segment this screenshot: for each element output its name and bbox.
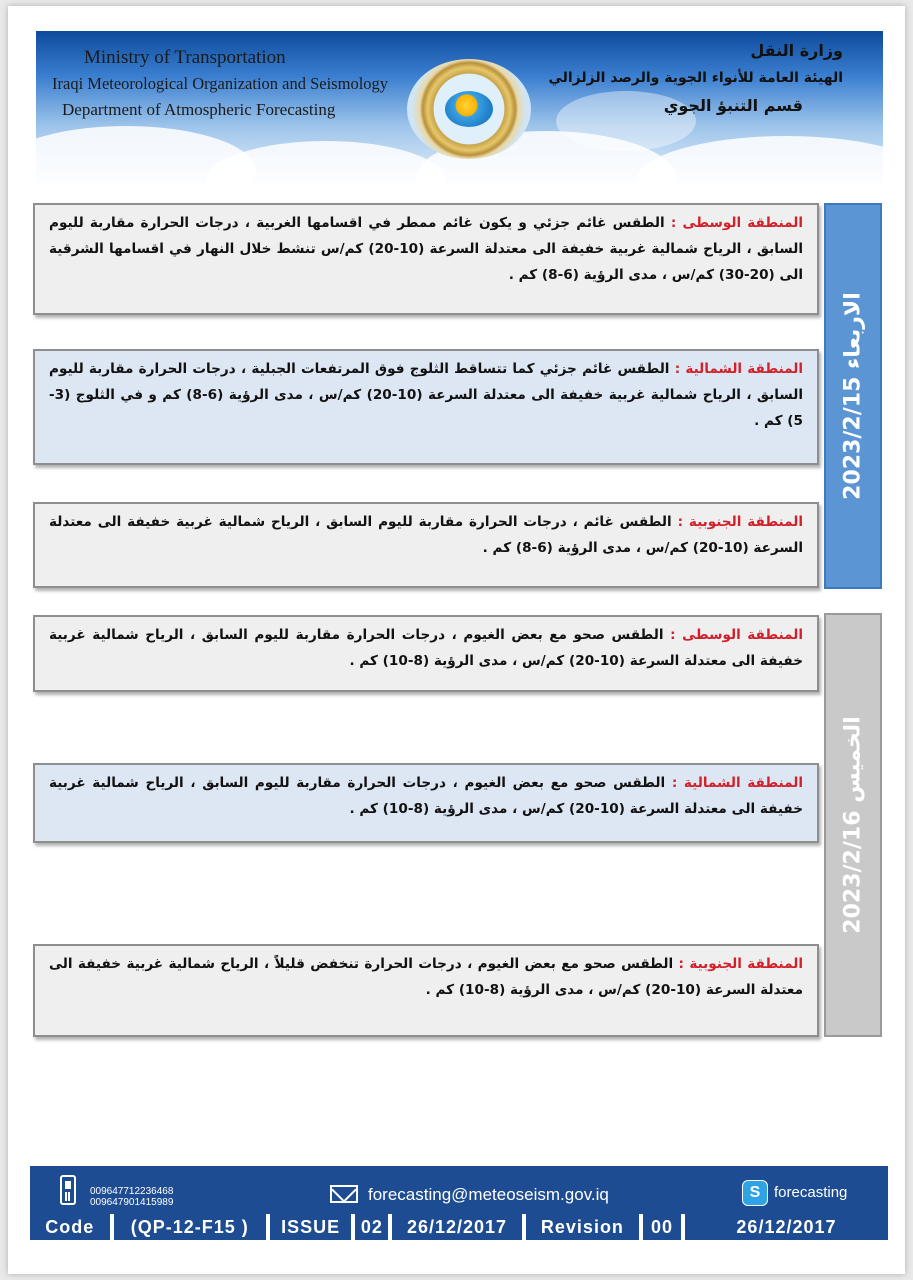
region-label: المنطقة الوسطى :: [670, 627, 804, 643]
phone-numbers: [90, 1186, 173, 1208]
issue-number: 02: [355, 1214, 388, 1240]
revision-number: 00: [643, 1214, 681, 1240]
ministry-name-ar: وزارة النقل: [750, 41, 843, 60]
region-label: المنطقة الجنوبية :: [678, 956, 803, 972]
revision-date: 26/12/2017: [685, 1214, 888, 1240]
forecast-box-day2-north: [33, 763, 819, 843]
forecast-box-day2-south: [33, 944, 819, 1037]
skype-icon: S: [742, 1180, 768, 1206]
region-label: المنطقة الشمالية :: [674, 361, 803, 377]
issue-label: ISSUE: [270, 1214, 352, 1240]
issue-date: 26/12/2017: [392, 1214, 521, 1240]
logo-emblem-icon: [445, 91, 493, 127]
day2-date-label: [841, 716, 866, 933]
region-label: المنطقة الجنوبية :: [677, 514, 803, 530]
forecast-text: الطقس صحو مع بعض الغيوم ، درجات الحرارة تنخفض قليلاً ، الرياح شمالية غربية خفيفة الى معتدلة السرعة (10-20) كم/س ، مدى الرؤية (8-10) كم .: [49, 956, 803, 998]
contact-footer: [30, 1166, 888, 1214]
department-name-en: Department of Atmospheric Forecasting: [62, 100, 336, 119]
phone-icon: [60, 1175, 76, 1205]
mail-icon: [330, 1185, 358, 1203]
ministry-name-en: Ministry of Transportation: [84, 47, 286, 68]
forecast-text: الطقس غائم ، درجات الحرارة مقاربة لليوم السابق ، الرياح شمالية غربية خفيفة الى معتدلة السرعة (10-20) كم/س ، مدى الرؤية (6-8) كم .: [49, 514, 803, 556]
code-label: Code: [30, 1214, 110, 1240]
day2-date-column: [824, 613, 882, 1037]
organization-name-ar: الهيئة العامة للأنواء الجوية والرصد الزلزالي: [548, 70, 843, 86]
day-name: الخميس: [840, 716, 866, 803]
forecast-box-day1-central: [33, 203, 819, 315]
phone-number-2: 009647901415989: [90, 1197, 174, 1208]
date-value: 2023/2/15: [840, 376, 866, 500]
header-banner: [36, 31, 883, 183]
skype-handle[interactable]: forecasting: [774, 1184, 848, 1201]
forecast-box-day1-south: [33, 502, 819, 588]
header-arabic: [548, 37, 843, 121]
header-english: [52, 45, 388, 123]
email-link[interactable]: forecasting@meteoseism.gov.iq: [368, 1185, 609, 1204]
organization-logo: [407, 59, 531, 159]
forecast-text: الطقس صحو مع بعض الغيوم ، درجات الحرارة مقاربة لليوم السابق ، الرياح شمالية غربية خفيفة الى معتدلة السرعة (10-20) كم/س ، مدى الرؤية (8-10) كم .: [49, 775, 803, 817]
code-value: (QP-12-F15 ): [114, 1214, 266, 1240]
forecast-box-day2-central: [33, 615, 819, 692]
day1-date-label: [841, 292, 866, 500]
forecast-text: الطقس غائم جزئي كما تتساقط الثلوج فوق المرتفعات الجبلية ، درجات الحرارة مقاربة لليوم السابق ، الرياح شمالية غربية خفيفة الى معتدلة السرعة (10-20) كم/س ، مدى الرؤية (6-8) كم و في الثلوج (3-5) كم .: [49, 361, 803, 429]
region-label: المنطقة الشمالية :: [671, 775, 803, 791]
phone-number-1: 009647712236468: [90, 1186, 174, 1197]
forecast-text: الطقس غائم جزئي و يكون غائم ممطر في اقسامها الغربية ، درجات الحرارة مقاربة لليوم السابق ، الرياح شمالية غربية خفيفة الى معتدلة السرعة (10-20) كم/س تنشط خلال النهار في اقسامها الشرقية الى (20-30) كم/س ، مدى الرؤية (6-8) كم .: [49, 215, 803, 283]
forecast-text: الطقس صحو مع بعض الغيوم ، درجات الحرارة مقاربة لليوم السابق ، الرياح شمالية غربية خفيفة الى معتدلة السرعة (10-20) كم/س ، مدى الرؤية (8-10) كم .: [49, 627, 803, 669]
revision-label: Revision: [526, 1214, 639, 1240]
day-name: الاربعاء: [840, 292, 866, 369]
forecast-box-day1-north: [33, 349, 819, 465]
region-label: المنطقة الوسطى :: [670, 215, 803, 231]
date-value: 2023/2/16: [840, 810, 866, 934]
department-name-ar: قسم التنبؤ الجوي: [663, 96, 803, 115]
document-code-bar: [30, 1214, 888, 1240]
day1-date-column: [824, 203, 882, 589]
organization-name-en: Iraqi Meteorological Organization and Seismology: [52, 74, 389, 93]
